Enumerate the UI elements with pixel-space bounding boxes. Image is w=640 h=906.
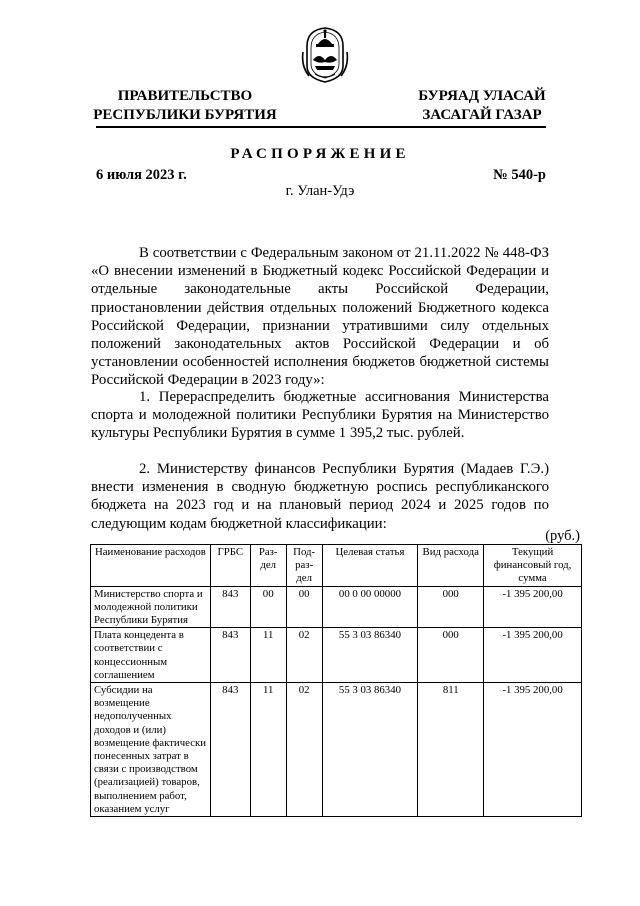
budget-table <box>90 544 582 817</box>
document-date: 6 июля 2023 г. <box>96 167 187 183</box>
table-cell: -1 395 200,00 <box>484 683 582 817</box>
table-cell: 00 <box>250 586 286 628</box>
header-divider <box>96 126 546 128</box>
table-cell: 00 <box>286 586 322 628</box>
table-cell: 11 <box>250 683 286 817</box>
table-cell: 55 3 03 86340 <box>322 628 418 683</box>
table-cell: Плата концедента в соответствии с концессионным соглашением <box>91 628 211 683</box>
document-number: № 540-р <box>493 167 546 183</box>
government-name-ru-line2: РЕСПУБЛИКИ БУРЯТИЯ <box>93 107 277 123</box>
table-cell: 02 <box>286 683 322 817</box>
table-cell: 000 <box>418 628 484 683</box>
item-1-paragraph: 1. Перераспределить бюджетные ассигнования Министерства спорта и молодежной политики Республики Бурятия на Министерство культуры Республики Бурятия в сумме 1 395,2 тыс. рублей. <box>91 389 549 442</box>
item-2-paragraph: 2. Министерству финансов Республики Бурятия (Мадаев Г.Э.) внести изменения в сводную бюджетную роспись республиканского бюджета на 2023 год и на плановый период 2024 и 2025 годов по следующим кодам бюджетной классификации: <box>91 461 549 532</box>
column-header: Вид расхода <box>418 545 484 587</box>
column-header: Текущий финансовый год, сумма <box>484 545 582 587</box>
table-cell: 55 3 03 86340 <box>322 683 418 817</box>
table-cell: Министерство спорта и молодежной политики Республики Бурятия <box>91 586 211 628</box>
table-cell: 811 <box>418 683 484 817</box>
column-header: ГРБС <box>210 545 250 587</box>
document-type: РАСПОРЯЖЕНИЕ <box>230 146 410 162</box>
table-cell: 843 <box>210 628 250 683</box>
table-cell: 00 0 00 00000 <box>322 586 418 628</box>
document-city: г. Улан-Удэ <box>285 183 355 199</box>
table-cell: -1 395 200,00 <box>484 628 582 683</box>
table-cell: 11 <box>250 628 286 683</box>
table-cell: 843 <box>210 586 250 628</box>
table-cell: 02 <box>286 628 322 683</box>
government-name-bua <box>382 87 582 125</box>
government-name-ru-line1: ПРАВИТЕЛЬСТВО <box>117 88 253 104</box>
table-cell: -1 395 200,00 <box>484 586 582 628</box>
column-header: Наименование расходов <box>91 545 211 587</box>
column-header: Под-раз-дел <box>286 545 322 587</box>
table-cell: 000 <box>418 586 484 628</box>
government-name-bua-line1: БУРЯАД УЛАСАЙ <box>418 88 546 104</box>
table-row <box>91 628 582 683</box>
column-header: Раз-дел <box>250 545 286 587</box>
column-header: Целевая статья <box>322 545 418 587</box>
coat-of-arms-icon <box>301 22 349 84</box>
preamble-paragraph: В соответствии с Федеральным законом от 21.11.2022 № 448-ФЗ «О внесении изменений в Бюджетный кодекс Российской Федерации и отдельные законодательные акты Российской Федерации, приостановлении действия отдельных положений Бюджетного кодекса Российской Федерации, признании утратившими силу отдельных положений законодательных актов Российской Федерации и об установлении особенностей исполнения бюджетов бюджетной системы Российской Федерации в 2023 году»: <box>91 245 549 389</box>
government-name-ru <box>70 87 300 125</box>
table-cell: Субсидии на возмещение недополученных доходов и (или) возмещение фактически понесенных затрат в связи с производством (реализацией) товаров, выполнением работ, оказанием услуг <box>91 683 211 817</box>
currency-unit: (руб.) <box>545 528 580 544</box>
table-row <box>91 586 582 628</box>
government-name-bua-line2: ЗАСАГАЙ ГАЗАР <box>422 107 542 123</box>
table-cell: 843 <box>210 683 250 817</box>
table-header-row <box>91 545 582 587</box>
table-row <box>91 683 582 817</box>
